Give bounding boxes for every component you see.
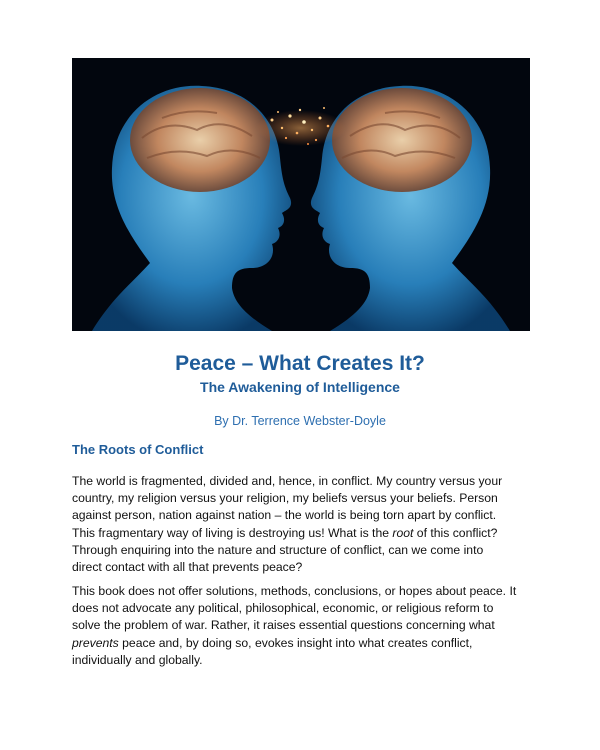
paragraph-line: solve the problem of war. Rather, it raises essential questions concerning what [72, 618, 495, 633]
author-line: By Dr. Terrence Webster-Doyle [214, 414, 386, 428]
paragraph-line: does not advocate any political, philosophical, economic, or religious reform to [72, 601, 494, 616]
text-segment: This fragmentary way of living is destroying us! What is the [72, 525, 393, 540]
paragraph-line [72, 525, 532, 542]
text-segment: of this conflict? [413, 525, 498, 540]
page-title: Peace – What Creates It? [175, 352, 425, 375]
page-subtitle: The Awakening of Intelligence [200, 379, 400, 395]
paragraph-line: Through enquiring into the nature and structure of conflict, can we come into [72, 542, 484, 557]
paragraph-line: individually and globally. [72, 652, 203, 667]
text-segment: peace and, by doing so, evokes insight into what creates conflict, [118, 635, 473, 650]
cover-image [72, 58, 530, 331]
paragraph-line: country, my religion versus your religion, my beliefs versus your beliefs. Person [72, 491, 498, 506]
emphasis-prevents: prevents [72, 635, 119, 650]
paragraph-1 [72, 473, 532, 576]
section-heading: The Roots of Conflict [72, 442, 204, 457]
paragraph-line: direct contact with all that prevents peace? [72, 560, 303, 575]
paragraph-line: against person, nation against nation – the world is being torn apart by conflict. [72, 508, 497, 523]
two-heads-facing-brains-icon [72, 58, 530, 331]
paragraph-line: This book does not offer solutions, methods, conclusions, or hopes about peace. It [72, 584, 517, 598]
paragraph-line [72, 635, 532, 652]
paragraph-line: The world is fragmented, divided and, hence, in conflict. My country versus your [72, 474, 503, 488]
emphasis-root: root [392, 525, 414, 540]
paragraph-2 [72, 583, 532, 669]
